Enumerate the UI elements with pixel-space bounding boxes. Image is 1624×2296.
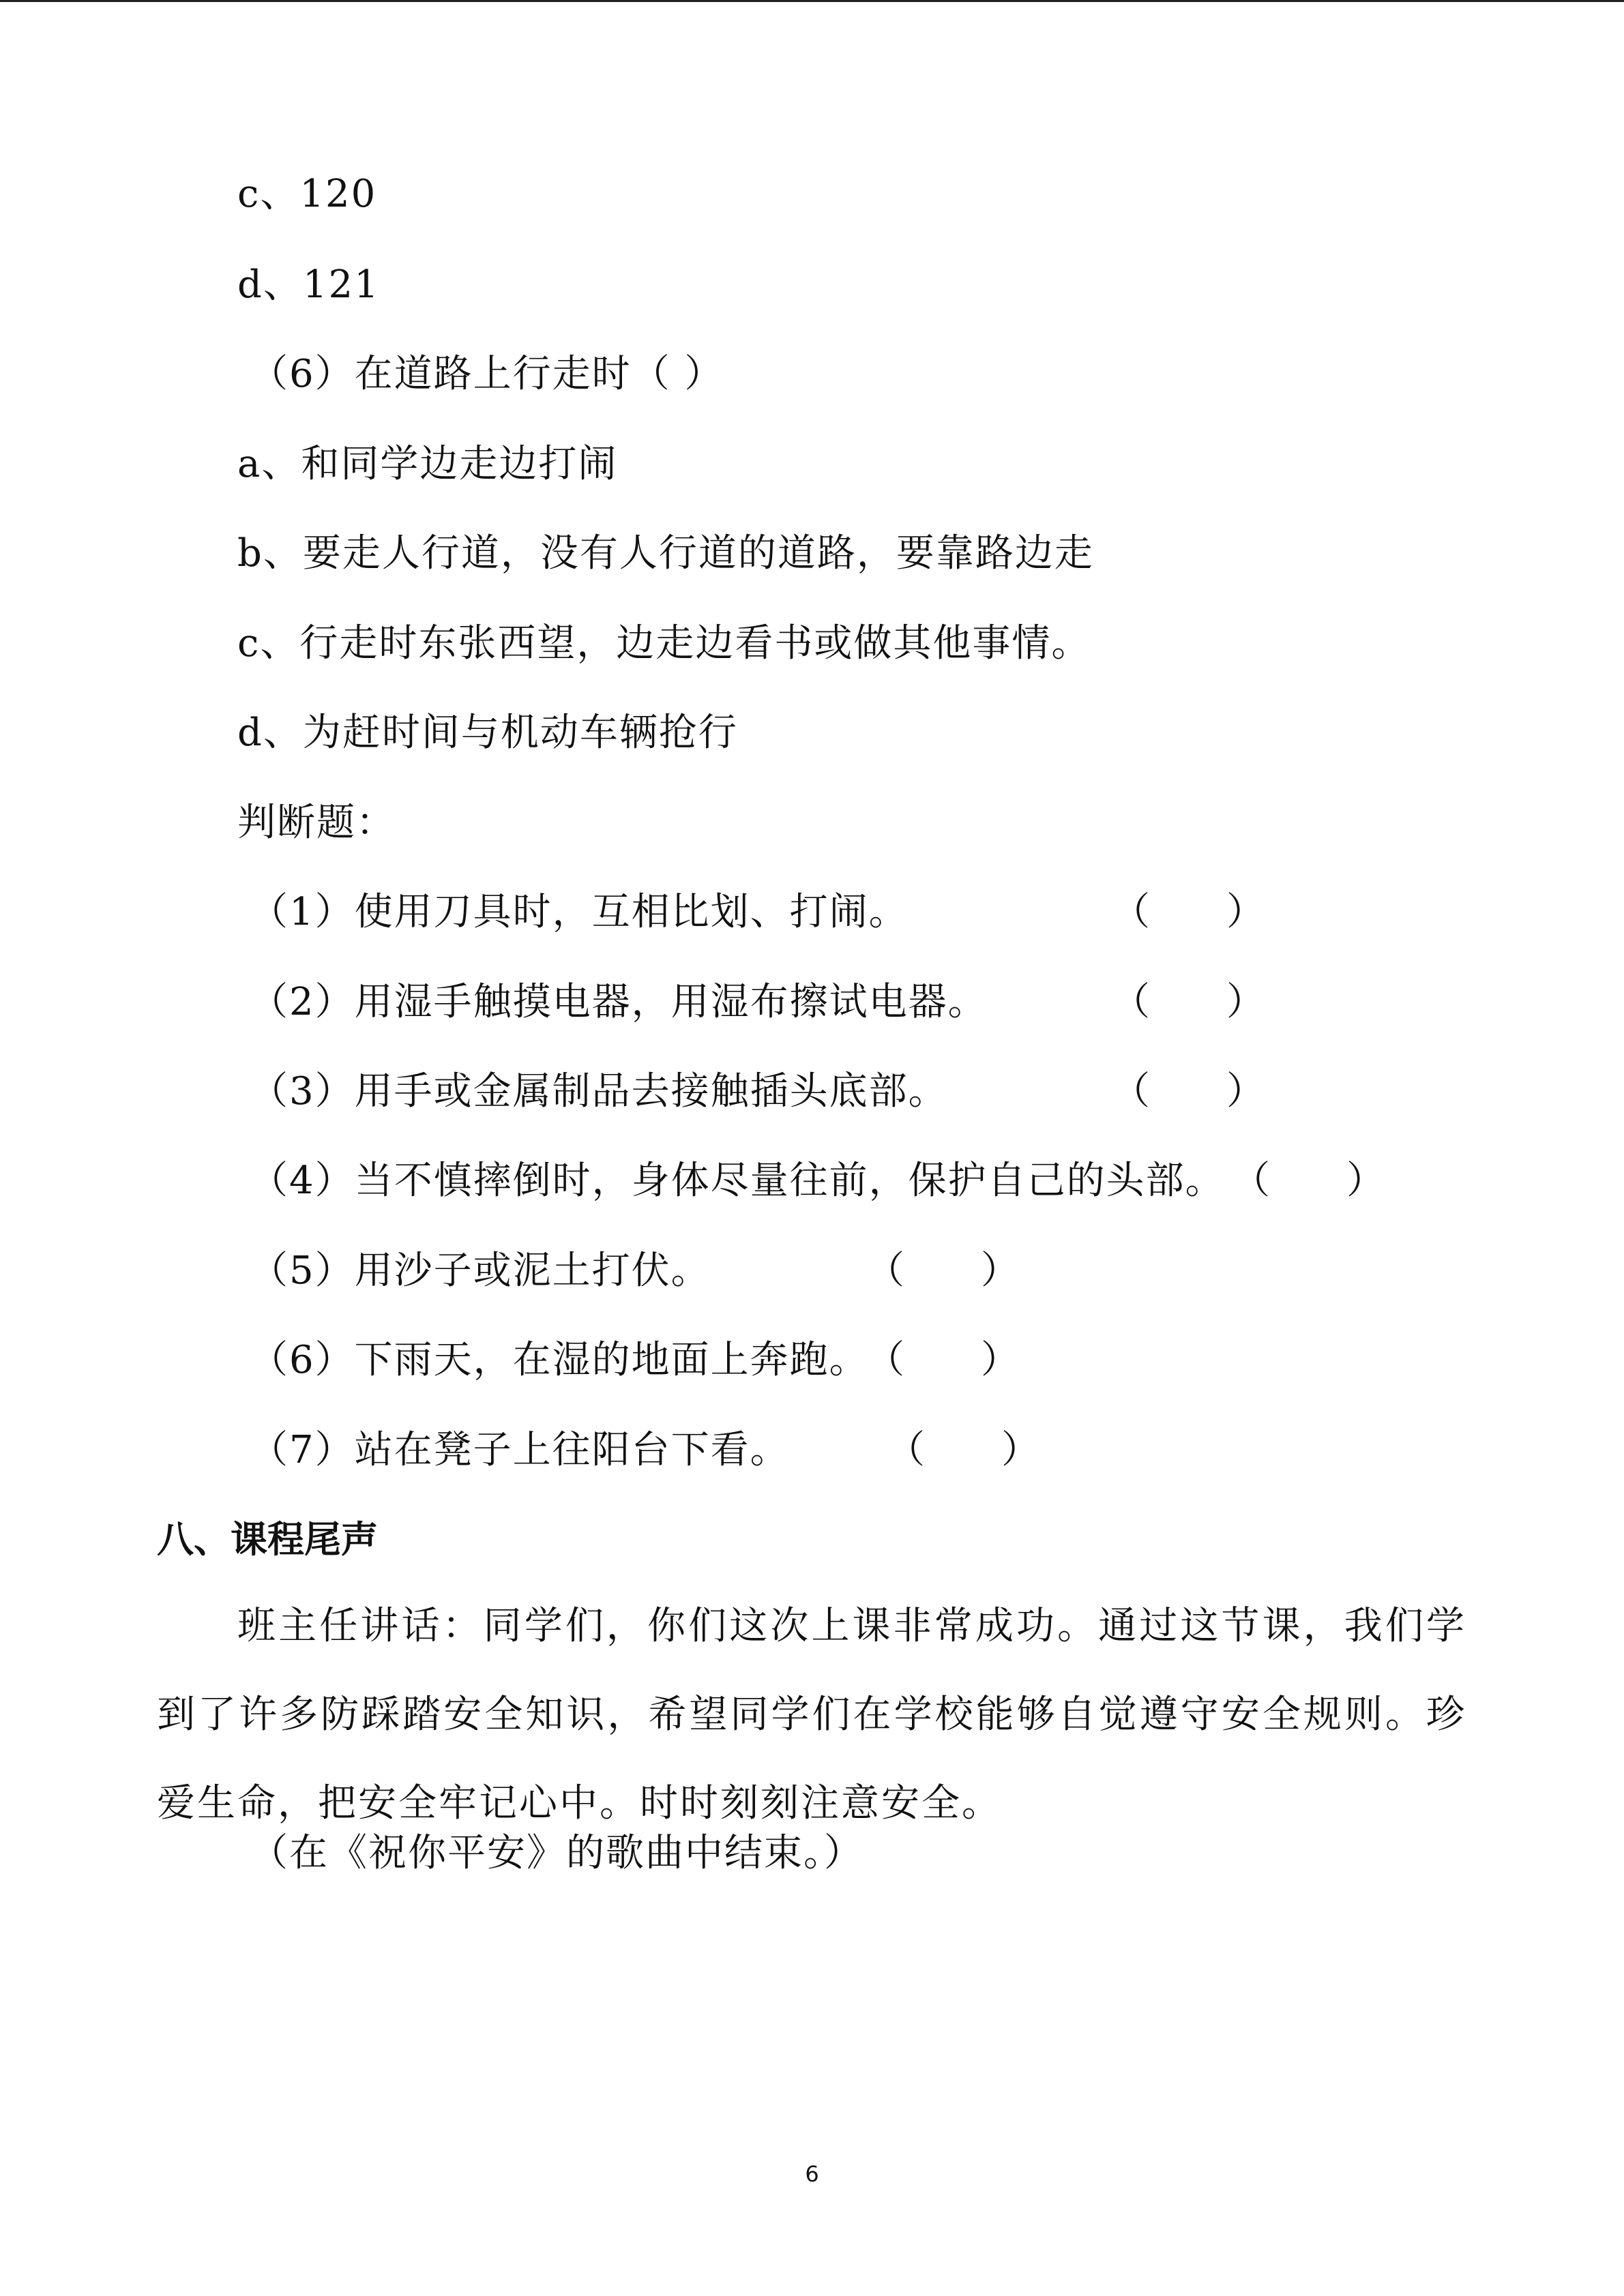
page-number: 6 bbox=[805, 2161, 819, 2187]
judgement-item-5: （5）用沙子或泥土打伏。 bbox=[250, 1249, 711, 1293]
judgement-title: 判断题： bbox=[237, 801, 396, 845]
top-border bbox=[0, 0, 1624, 2]
judgement-blank-3: （ ） bbox=[1112, 1069, 1265, 1114]
closing-speech-paragraph: 班主任讲话：同学们，你们这次上课非常成功。通过这节课，我们学到了许多防踩踏安全知识，希望同学们在学校能够自觉遵守安全规则。珍爱生命，把安全牢记心中。时时刻刻注意安全。 bbox=[157, 1604, 1466, 1825]
judgement-blank-5: （ ） bbox=[866, 1249, 1019, 1293]
option-c-q5: c、120 bbox=[237, 172, 377, 216]
section-heading: 八、课程尾声 bbox=[157, 1518, 378, 1561]
judgement-blank-2: （ ） bbox=[1112, 980, 1265, 1024]
judgement-item-3: （3）用手或金属制品去接触插头底部。 bbox=[250, 1069, 948, 1114]
judgement-item-1: （1）使用刀具时，互相比划、打闹。 bbox=[250, 890, 909, 934]
judgement-item-7: （7）站在凳子上往阳台下看。 bbox=[250, 1428, 790, 1472]
option-d-q6: d、为赶时间与机动车辆抢行 bbox=[237, 711, 738, 755]
judgement-blank-1: （ ） bbox=[1112, 890, 1265, 934]
question-6-stem: （6）在道路上行走时（ ） bbox=[250, 352, 724, 396]
option-a-q6: a、和同学边走边打闹 bbox=[237, 442, 618, 486]
option-b-q6: b、要走人行道，没有人行道的道路，要靠路边走 bbox=[237, 531, 1094, 576]
judgement-blank-6: （ ） bbox=[866, 1338, 1019, 1382]
option-c-q6: c、行走时东张西望，边走边看书或做其他事情。 bbox=[237, 621, 1091, 666]
judgement-item-2: （2）用湿手触摸电器，用湿布擦试电器。 bbox=[250, 980, 988, 1024]
judgement-item-4: （4）当不慎摔倒时，身体尽量往前，保护自己的头部。 bbox=[250, 1159, 1225, 1203]
judgement-blank-4: （ ） bbox=[1232, 1159, 1385, 1203]
judgement-blank-7: （ ） bbox=[887, 1428, 1039, 1472]
judgement-item-6: （6）下雨天，在湿的地面上奔跑。 bbox=[250, 1338, 869, 1382]
closing-note: （在《祝你平安》的歌曲中结束。） bbox=[250, 1831, 863, 1875]
option-d-q5: d、121 bbox=[237, 263, 380, 307]
